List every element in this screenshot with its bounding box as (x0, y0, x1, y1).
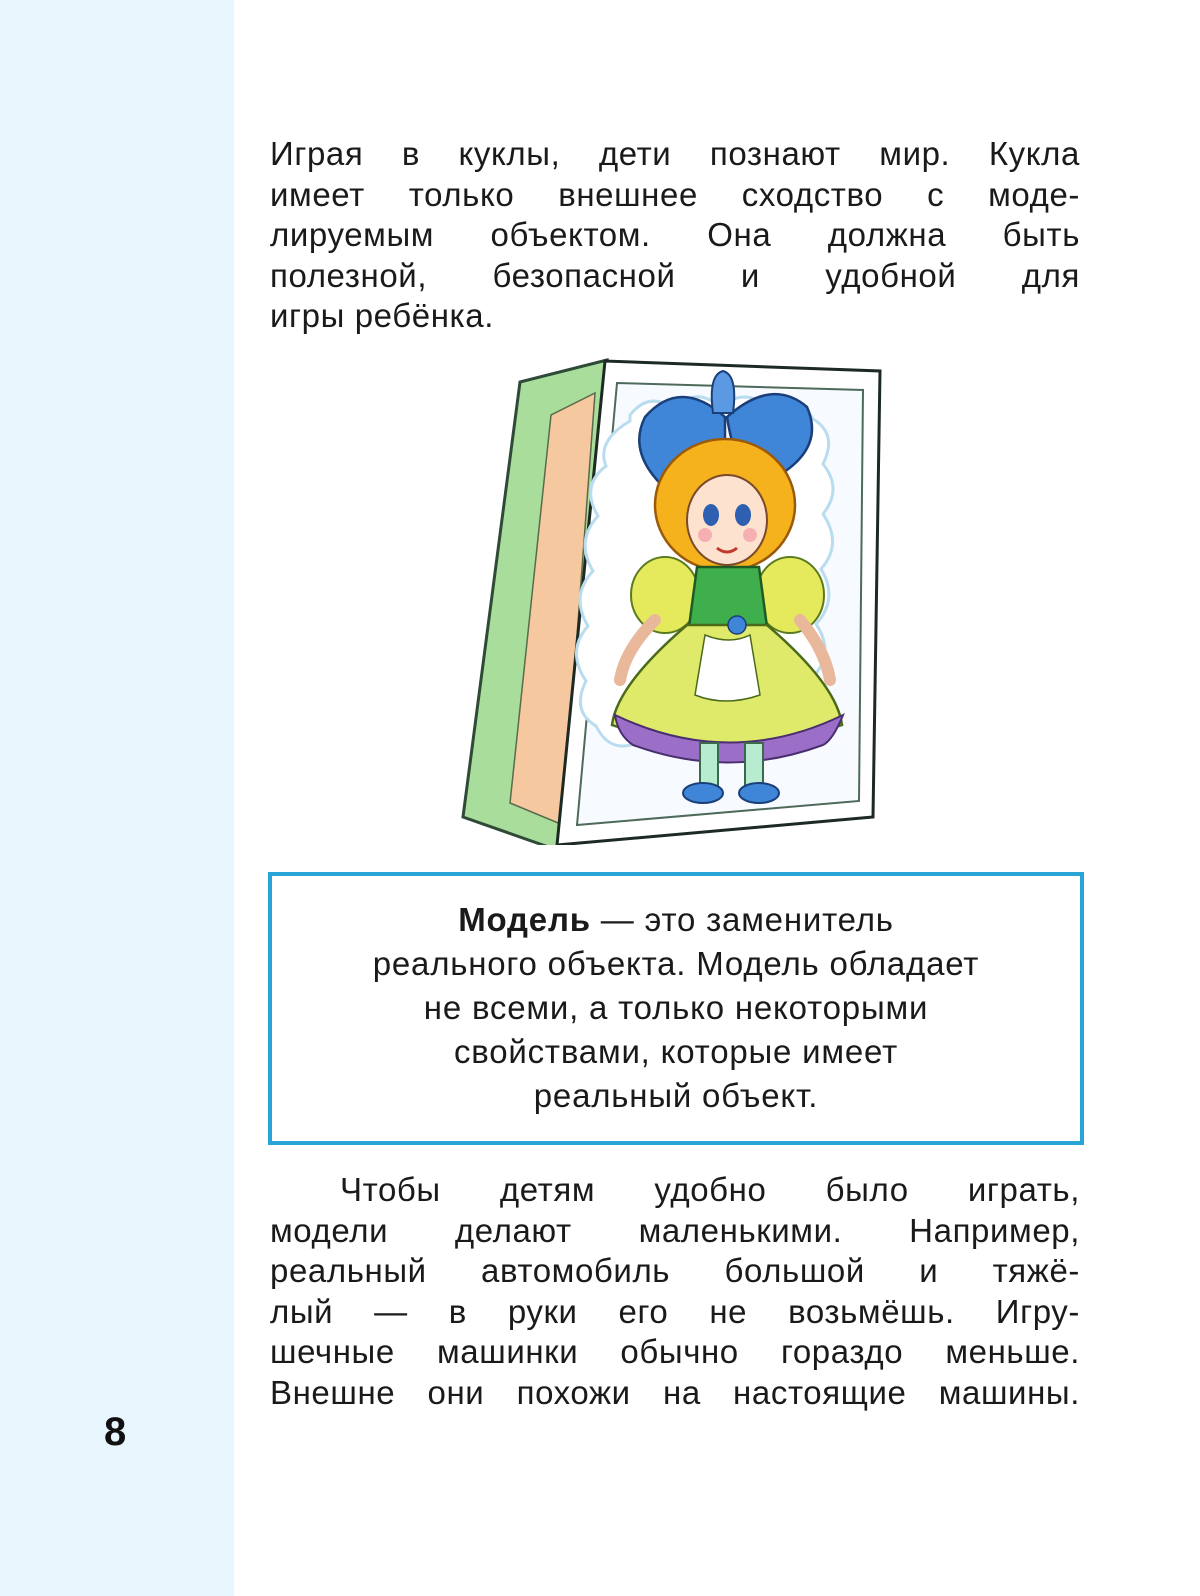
intro-line: игры ребёнка. (270, 297, 495, 334)
definition-box (268, 872, 1084, 1145)
intro-line: лируемым объектом. Она должна быть (270, 216, 1080, 253)
definition-line: не всеми, а только некоторыми (423, 989, 929, 1026)
intro-line: Играя в куклы, дети познают мир. Кукла (270, 135, 1080, 172)
intro-paragraph (270, 134, 1080, 337)
body-line: модели делают маленькими. Например, (270, 1211, 1080, 1249)
definition-line: реального объекта. Модель обладает (372, 945, 980, 982)
body-paragraph (270, 1170, 1080, 1413)
definition-line (272, 898, 1080, 942)
definition-term: Модель (458, 901, 591, 938)
page-margin-strip (0, 0, 234, 1596)
body-line: лый — в руки его не возьмёшь. Игру- (270, 1292, 1080, 1330)
definition-line-rest: — это заменитель (590, 901, 894, 938)
definition-line: свойствами, которые имеет (453, 1033, 898, 1070)
page-number: 8 (104, 1410, 127, 1454)
definition-line: реальный объект. (533, 1077, 819, 1114)
body-line: реальный автомобиль большой и тяжё- (270, 1252, 1080, 1289)
intro-line: полезной, безопасной и удобной для (270, 256, 1080, 294)
body-line: Чтобы детям удобно было играть, (340, 1171, 1080, 1208)
doll-dress-icon (689, 567, 767, 627)
doll-in-box-illustration (455, 355, 885, 845)
body-line: Внешне они похожи на настоящие машины. (270, 1373, 1080, 1411)
intro-line: имеет только внешнее сходство с моде- (270, 175, 1080, 213)
body-line: шечные машинки обычно гораздо меньше. (270, 1333, 1080, 1370)
